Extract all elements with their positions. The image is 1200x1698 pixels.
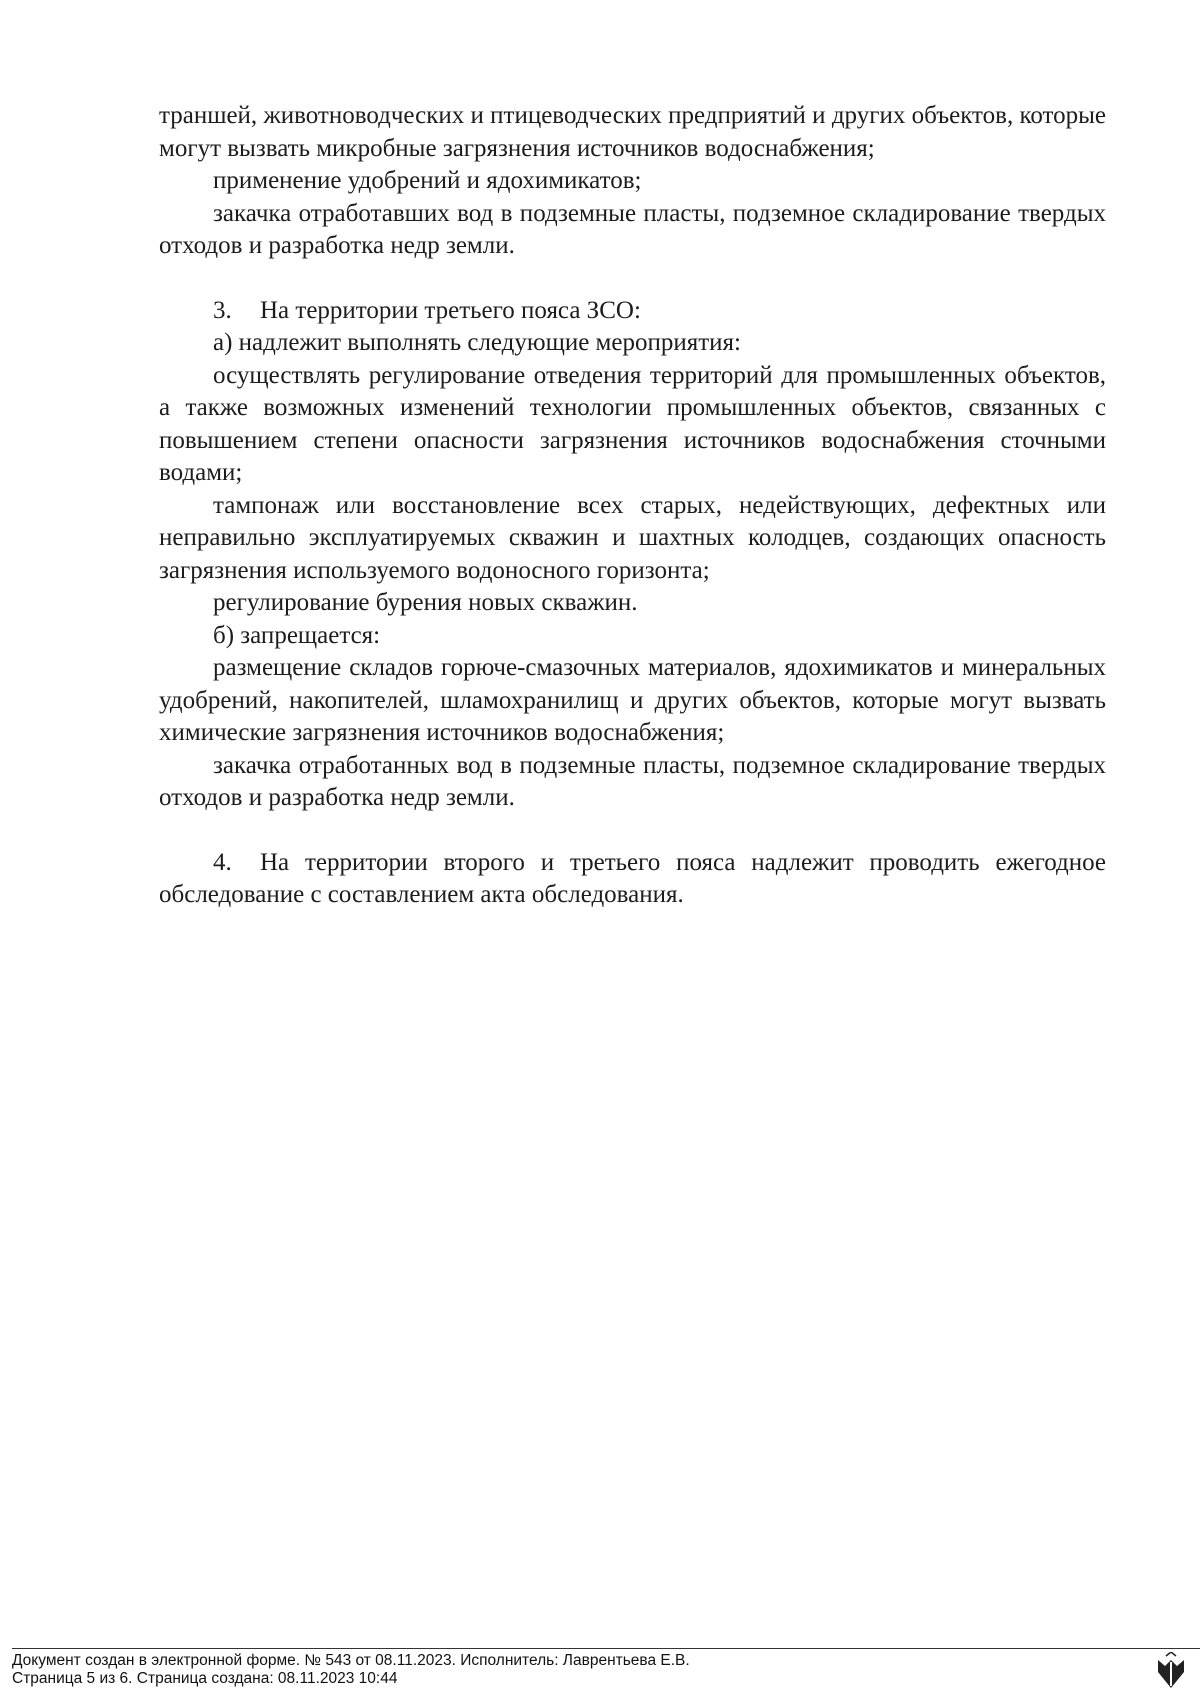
paragraph-continuation: траншей, животноводческих и птицеводческих предприятий и других объектов, которые могут вызвать микробные загрязнения источников водоснабжения; xyxy=(159,102,1106,162)
document-body xyxy=(159,100,1106,912)
coat-of-arms-icon xyxy=(1156,1652,1186,1690)
section-4-number: 4. xyxy=(213,848,232,876)
section-3-b-item-2: закачка отработанных вод в подземные пласты, подземное складирование твердых отходов и разработка недр земли. xyxy=(159,751,1106,811)
paragraph-fertilizers: применение удобрений и ядохимикатов; xyxy=(213,167,642,194)
footer-line-1: Документ создан в электронной форме. № 543 от 08.11.2023. Исполнитель: Лаврентьева Е.В. xyxy=(12,1652,690,1669)
footer-divider xyxy=(12,1648,1200,1649)
footer-line-2: Страница 5 из 6. Страница создана: 08.11.2023 10:44 xyxy=(12,1670,398,1687)
section-3-heading xyxy=(159,295,1106,328)
section-3-b-item-1: размещение складов горюче-смазочных материалов, ядохимикатов и минеральных удобрений, накопителей, шламохранилищ и других объектов, которые могут вызвать химические загрязнения источников водоснабжения; xyxy=(159,654,1106,746)
section-3-a-item-1: осуществлять регулирование отведения территорий для промышленных объектов, а также возможных изменений технологии промышленных объектов, связанных с повышением степени опасности загрязнения источников водоснабжения сточными водами; xyxy=(159,361,1106,486)
footer xyxy=(12,1652,690,1688)
section-3-a-item-3: регулирование бурения новых скважин. xyxy=(213,589,638,616)
section-3-number: 3. xyxy=(213,296,232,324)
section-3-a-item-2: тампонаж или восстановление всех старых, недействующих, дефектных или неправильно эксплуатируемых скважин и шахтных колодцев, создающих опасность загрязнения используемого водоносного горизонта; xyxy=(159,491,1106,584)
paragraph-wastewater-injection: закачка отработавших вод в подземные пласты, подземное складирование твердых отходов и разработка недр земли. xyxy=(159,199,1106,259)
section-3-title: На территории третьего пояса ЗСО: xyxy=(260,296,641,324)
section-4-text: На территории второго и третьего пояса надлежит проводить ежегодное обследование с составлением акта обследования. xyxy=(159,848,1106,908)
section-3-b: б) запрещается: xyxy=(213,621,381,649)
section-4 xyxy=(159,847,1106,912)
section-3-a: а) надлежит выполнять следующие мероприятия: xyxy=(213,329,741,356)
